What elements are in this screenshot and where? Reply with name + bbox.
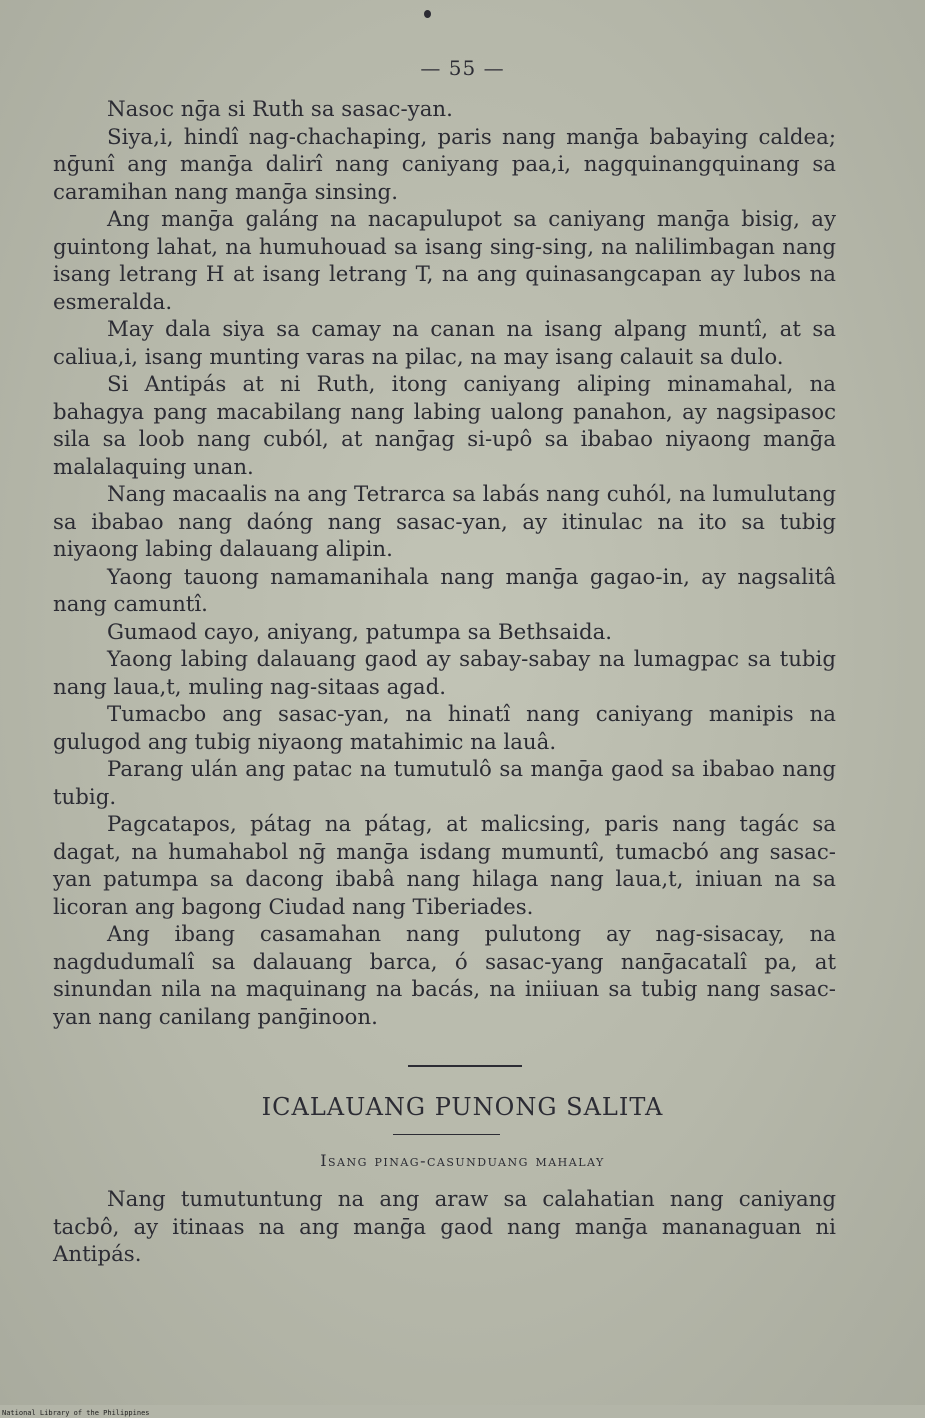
section-subtitle: Isang pinag-casunduang mahalay xyxy=(320,1151,605,1170)
paragraph: May dala siya sa camay na canan na isang alpang muntî, at sa caliua,i, isang munting varas na pilac, na may isang calauit sa dulo. xyxy=(53,317,836,370)
paragraph: Siya,i, hindî nag-chachaping, paris nang manḡa babaying caldea; nḡunî ang manḡa dalirî nang caniyang paa,i, nagquinangquinang sa caramihan nang manḡa sinsing. xyxy=(53,124,836,205)
paragraph: Tumacbo ang sasac-yan, na hinatî nang caniyang manipis na gulugod ang tubig niyaong matahimic na lauâ. xyxy=(53,702,836,755)
paragraph: Gumaod cayo, aniyang, patumpa sa Bethsaida. xyxy=(107,619,613,645)
paragraph: Nang macaalis na ang Tetrarca sa labás nang cuhól, na lumulutang sa ibabao nang daóng nang sasac-yan, ay itinulac na ito sa tubig niyaong labing dalauang alipin. xyxy=(53,482,836,562)
paragraph: Ang manḡa galáng na nacapulupot sa caniyang manḡa bisig, ay guintong lahat, na humuhouad sa isang sing-sing, na nalilimbagan nang isang letrang H at isang letrang T, na ang quinasangcapan ay lubos na esmeralda. xyxy=(53,207,836,315)
page-number: — 55 — xyxy=(420,56,505,80)
paragraph: Ang ibang casamahan nang pulutong ay nag-sisacay, na nagdudumalî sa dalauang barca, ó sasac-yang nanḡacatalî pa, at sinundan nila na maquinang na bacás, na iniiuan sa tubig nang sasac-yan nang canilang panḡinoon. xyxy=(53,922,836,1030)
paragraph: Si Antipás at ni Ruth, itong caniyang aliping minamahal, na bahagya pang macabilang nang labing ualong panahon, ay nagsipasoc sila sa loob nang cuból, at nanḡag si-upô sa ibabao niyaong manḡa malalaquing unan. xyxy=(53,372,836,480)
title-divider xyxy=(393,1134,500,1135)
section-title: ICALAUANG PUNONG SALITA xyxy=(261,1093,664,1121)
paragraph: Parang ulán ang patac na tumutulô sa manḡa gaod sa ibabao nang tubig. xyxy=(53,757,836,810)
paragraph: Nasoc nḡa si Ruth sa sasac-yan. xyxy=(107,97,453,122)
ink-dot xyxy=(424,10,431,18)
body-text-continued xyxy=(53,1186,836,1269)
library-footer: National Library of the Philippines xyxy=(2,1409,150,1417)
paragraph: Yaong labing dalauang gaod ay sabay-sabay na lumagpac sa tubig nang laua,t, muling nag-sitaas agad. xyxy=(53,647,836,700)
body-text xyxy=(53,96,836,1031)
section-divider xyxy=(408,1065,522,1067)
paragraph: Pagcatapos, pátag na pátag, at malicsing, paris nang tagác sa dagat, na humahabol nḡ manḡa isdang mumuntî, tumacbó ang sasac-yan patumpa sa dacong ibabâ nang hilaga nang laua,t, iniuan na sa licoran ang bagong Ciudad nang Tiberiades. xyxy=(53,812,836,920)
paragraph: Yaong tauong namamanihala nang manḡa gagao-in, ay nagsalitâ nang camuntî. xyxy=(53,564,836,617)
paragraph: Nang tumutuntung na ang araw sa calahatian nang caniyang tacbô, ay itinaas na ang manḡa gaod nang manḡa mananaguan ni Antipás. xyxy=(53,1187,836,1267)
